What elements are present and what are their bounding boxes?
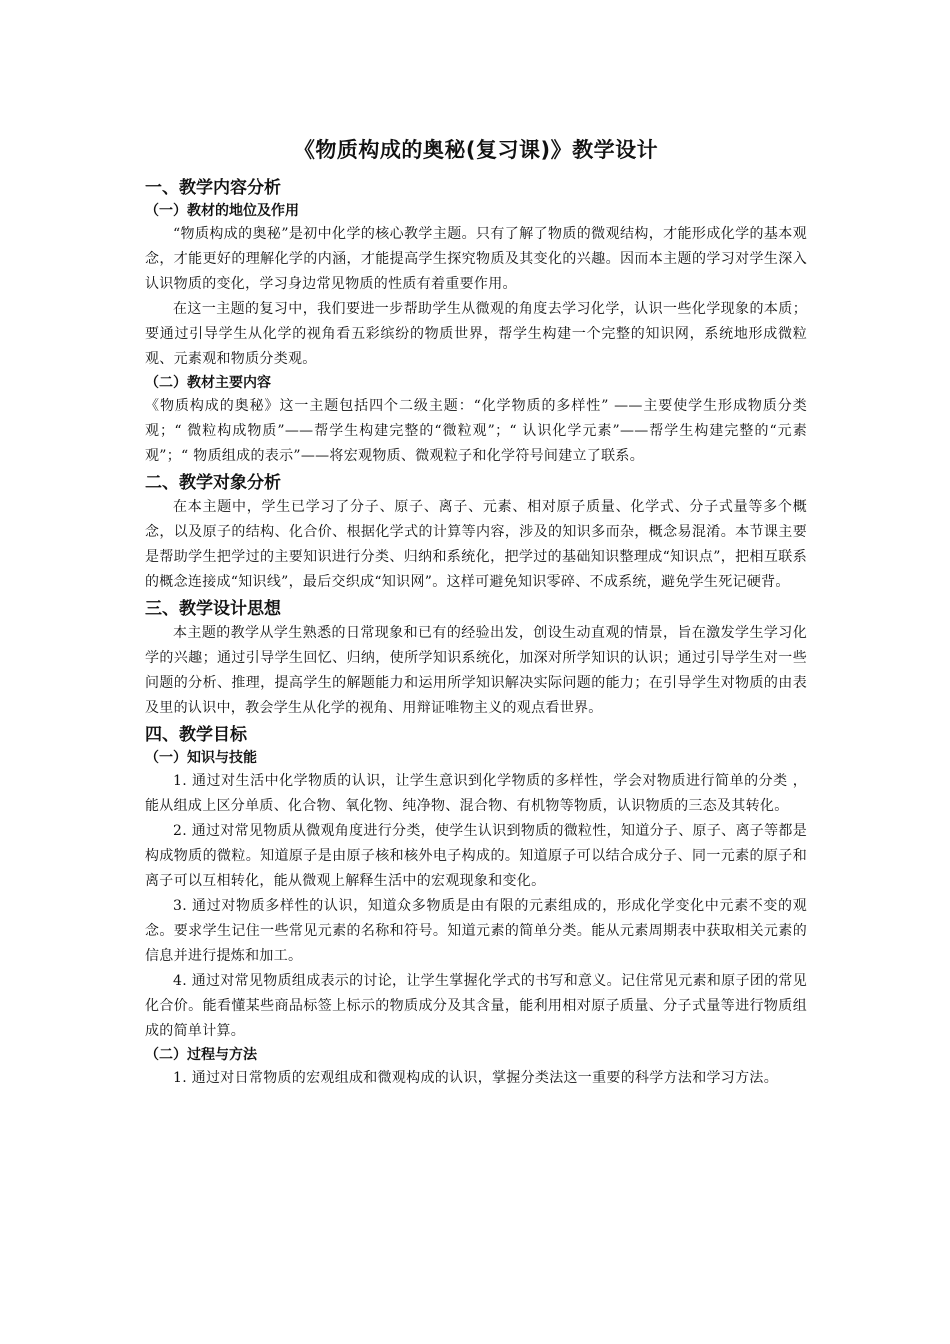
paragraph: 1. 通过对生活中化学物质的认识，让学生意识到化学物质的多样性，学会对物质进行简单的分类 ，能从组成上区分单质、化合物、氧化物、纯净物、混合物、有机物等物质，认识物质的三态及其转化。 — [145, 773, 807, 814]
section-heading: 四、教学目标 — [145, 725, 247, 745]
paragraph: 在这一主题的复习中，我们要进一步帮助学生从微观的角度去学习化学，认识一些化学现象的本质；要通过引导学生从化学的视角看五彩缤纷的物质世界，帮学生构建一个完整的知识网，系统地形成微粒观、元素观和物质分类观。 — [145, 301, 807, 367]
document-content — [145, 128, 807, 1091]
section-heading: 一、教学内容分析 — [145, 178, 281, 198]
paragraph: 1. 通过对日常物质的宏观组成和微观构成的认识，掌握分类法这一重要的科学方法和学习方法。 — [173, 1070, 779, 1086]
subsection-heading: （二）教材主要内容 — [145, 375, 271, 391]
paragraph: 《物质构成的奥秘》这一主题包括四个二级主题：“化学物质的多样性” ——主要使学生形成物质分类观；“ 微粒构成物质”——帮学生构建完整的“微粒观”；“ 认识化学元素”——帮学生构建完整的“元素观”；“ 物质组成的表示”——将宏观物质、微观粒子和化学符号间建立了联系。 — [145, 398, 807, 464]
paragraph: 在本主题中，学生已学习了分子、原子、离子、元素、相对原子质量、化学式、分子式量等多个概念，以及原子的结构、化合价、根据化学式的计算等内容，涉及的知识多而杂，概念易混淆。本节课主要是帮助学生把学过的主要知识进行分类、归纳和系统化，把学过的基础知识整理成“知识点”，把相互联系的概念连接成“知识线”，最后交织成“知识网”。这样可避免知识零碎、不成系统，避免学生死记硬背。 — [145, 499, 807, 590]
section-design-idea — [145, 597, 807, 721]
document-title: 《物质构成的奥秘(复习课)》教学设计 — [293, 138, 659, 162]
paragraph: 2. 通过对常见物质从微观角度进行分类，使学生认识到物质的微粒性，知道分子、原子、离子等都是构成物质的微粒。知道原子是由原子核和核外电子构成的。知道原子可以结合成分子、同一元素的原子和离子可以互相转化，能从微观上解释生活中的宏观现象和变化。 — [145, 823, 807, 889]
subsection-heading: （一）教材的地位及作用 — [145, 203, 299, 219]
section-audience-analysis — [145, 471, 807, 595]
section-teaching-goals — [145, 723, 807, 1091]
section-heading: 二、教学对象分析 — [145, 473, 281, 493]
section-content-analysis — [145, 176, 807, 469]
paragraph: 本主题的教学从学生熟悉的日常现象和已有的经验出发，创设生动直观的情景，旨在激发学生学习化学的兴趣；通过引导学生回忆、归纳，使所学知识系统化，加深对所学知识的认识；通过引导学生对一些问题的分析、推理，提高学生的解题能力和运用所学知识解决实际问题的能力；在引导学生对物质的由表及里的认识中，教会学生从化学的视角、用辩证唯物主义的观点看世界。 — [145, 625, 807, 716]
paragraph: 4. 通过对常见物质组成表示的讨论，让学生掌握化学式的书写和意义。记住常见元素和原子团的常见化合价。能看懂某些商品标签上标示的物质成分及其含量，能利用相对原子质量、分子式量等进行物质组成的简单计算。 — [145, 973, 807, 1039]
section-heading: 三、教学设计思想 — [145, 599, 281, 619]
subsection-heading: （二）过程与方法 — [145, 1047, 257, 1063]
paragraph: “物质构成的奥秘”是初中化学的核心教学主题。只有了解了物质的微观结构，才能形成化学的基本观念，才能更好的理解化学的内涵，才能提高学生探究物质及其变化的兴趣。因而本主题的学习对学生深入认识物质的变化，学习身边常见物质的性质有着重要作用。 — [145, 226, 807, 292]
paragraph: 3. 通过对物质多样性的认识，知道众多物质是由有限的元素组成的，形成化学变化中元素不变的观念。要求学生记住一些常见元素的名称和符号。知道元素的简单分类。能从元素周期表中获取相关元素的信息并进行提炼和加工。 — [145, 898, 807, 964]
subsection-heading: （一）知识与技能 — [145, 750, 257, 766]
